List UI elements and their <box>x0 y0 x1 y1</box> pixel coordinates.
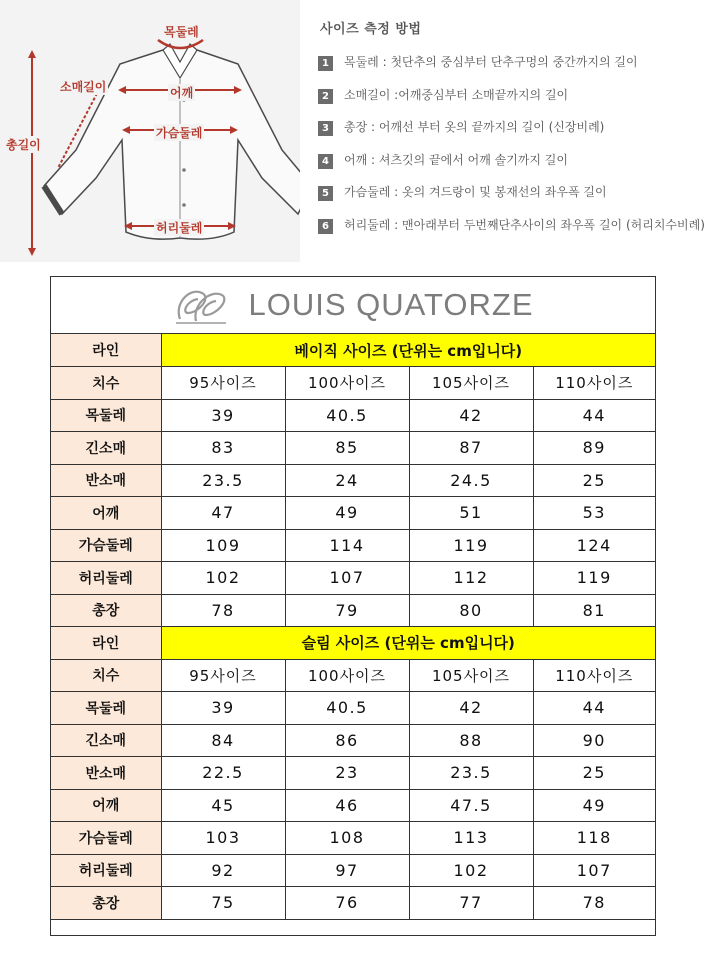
cell-value: 78 <box>533 887 655 920</box>
cell-value: 103 <box>161 822 285 855</box>
cell-value: 49 <box>533 789 655 822</box>
cell-value: 109 <box>161 529 285 562</box>
cell-value: 47 <box>161 497 285 530</box>
method-text: 목둘레 : 첫단추의 중심부터 단추구멍의 중간까지의 길이 <box>344 55 638 69</box>
brand-logo-icon <box>172 283 230 327</box>
method-text: 어깨 : 셔츠깃의 끝에서 어깨 솔기까지 길이 <box>344 152 568 167</box>
cell-value: 45 <box>161 789 285 822</box>
table-row <box>51 854 655 887</box>
cell-value: 124 <box>533 529 655 562</box>
table-row <box>51 562 655 595</box>
cell-value: 77 <box>409 887 533 920</box>
neck-label: 목둘레 <box>164 25 199 39</box>
size-column: 110사이즈 <box>533 367 655 400</box>
cell-value: 24.5 <box>409 464 533 497</box>
cell-value: 119 <box>409 529 533 562</box>
cell-value: 90 <box>533 724 655 757</box>
cell-value: 102 <box>161 562 285 595</box>
size-header-row <box>51 367 655 400</box>
table-row <box>51 692 655 725</box>
table-row <box>51 529 655 562</box>
line-label: 라인 <box>51 627 161 660</box>
method-item <box>318 218 718 251</box>
cell-value: 79 <box>285 594 409 627</box>
cell-value: 87 <box>409 432 533 465</box>
size-column: 105사이즈 <box>409 659 533 692</box>
row-label: 가슴둘레 <box>51 822 161 855</box>
method-text: 가슴둘레 : 옷의 겨드랑이 및 봉재선의 좌우폭 길이 <box>344 185 607 200</box>
brand-header <box>51 277 655 334</box>
row-label: 어깨 <box>51 497 161 530</box>
cell-value: 97 <box>285 854 409 887</box>
cell-value: 49 <box>285 497 409 530</box>
row-label: 반소매 <box>51 757 161 790</box>
cell-value: 39 <box>161 692 285 725</box>
size-column: 105사이즈 <box>409 367 533 400</box>
cell-value: 81 <box>533 594 655 627</box>
row-label: 반소매 <box>51 464 161 497</box>
line-row <box>51 627 655 660</box>
size-chart <box>50 276 656 936</box>
cell-value: 22.5 <box>161 757 285 790</box>
cell-value: 46 <box>285 789 409 822</box>
table-row <box>51 432 655 465</box>
cell-value: 47.5 <box>409 789 533 822</box>
method-number: 3 <box>318 121 333 136</box>
cell-value: 84 <box>161 724 285 757</box>
cell-value: 118 <box>533 822 655 855</box>
cell-value: 88 <box>409 724 533 757</box>
cell-value: 42 <box>409 692 533 725</box>
size-column: 95사이즈 <box>161 367 285 400</box>
cell-value: 23.5 <box>161 464 285 497</box>
cell-value: 39 <box>161 399 285 432</box>
row-label: 어깨 <box>51 789 161 822</box>
brand-name: LOUIS QUATORZE <box>248 287 534 322</box>
cell-value: 44 <box>533 692 655 725</box>
table-row <box>51 757 655 790</box>
measurement-method <box>318 18 718 251</box>
cell-value: 53 <box>533 497 655 530</box>
cell-value: 108 <box>285 822 409 855</box>
cell-value: 76 <box>285 887 409 920</box>
table-row <box>51 887 655 920</box>
cell-value: 107 <box>285 562 409 595</box>
method-item <box>318 88 718 121</box>
table-row <box>51 789 655 822</box>
shirt-diagram <box>0 0 300 262</box>
size-column: 100사이즈 <box>285 659 409 692</box>
total-length-label: 총길이 <box>6 138 41 152</box>
shirt-illustration <box>0 0 300 262</box>
cell-value: 92 <box>161 854 285 887</box>
row-label: 총장 <box>51 594 161 627</box>
cell-value: 114 <box>285 529 409 562</box>
size-column: 100사이즈 <box>285 367 409 400</box>
row-label: 허리둘레 <box>51 562 161 595</box>
table-row <box>51 464 655 497</box>
size-label: 치수 <box>51 659 161 692</box>
cell-value: 83 <box>161 432 285 465</box>
row-label: 가슴둘레 <box>51 529 161 562</box>
line-row <box>51 334 655 367</box>
cell-value: 25 <box>533 464 655 497</box>
cell-value: 23.5 <box>409 757 533 790</box>
section-title: 슬림 사이즈 (단위는 cm입니다) <box>161 627 655 660</box>
size-label: 치수 <box>51 367 161 400</box>
row-label: 총장 <box>51 887 161 920</box>
cell-value: 44 <box>533 399 655 432</box>
method-item <box>318 55 718 88</box>
cell-value: 85 <box>285 432 409 465</box>
method-item <box>318 185 718 218</box>
size-column: 110사이즈 <box>533 659 655 692</box>
table-row <box>51 399 655 432</box>
cell-value: 119 <box>533 562 655 595</box>
row-label: 긴소매 <box>51 724 161 757</box>
table-row <box>51 497 655 530</box>
size-header-row <box>51 659 655 692</box>
cell-value: 80 <box>409 594 533 627</box>
row-label: 허리둘레 <box>51 854 161 887</box>
cell-value: 51 <box>409 497 533 530</box>
table-row <box>51 724 655 757</box>
method-number: 6 <box>318 219 333 234</box>
cell-value: 86 <box>285 724 409 757</box>
size-column: 95사이즈 <box>161 659 285 692</box>
cell-value: 107 <box>533 854 655 887</box>
method-number: 5 <box>318 186 333 201</box>
method-text: 허리둘레 : 맨아래부터 두번째단추사이의 좌우폭 길이 (허리치수비례) <box>344 217 705 232</box>
cell-value: 75 <box>161 887 285 920</box>
line-label: 라인 <box>51 334 161 367</box>
sleeve-length-label: 소매길이 <box>60 80 107 94</box>
method-text: 소매길이 :어깨중심부터 소매끝까지의 길이 <box>344 87 569 102</box>
table-row <box>51 822 655 855</box>
method-item <box>318 153 718 186</box>
cell-value: 25 <box>533 757 655 790</box>
cell-value: 112 <box>409 562 533 595</box>
size-table <box>51 334 655 920</box>
cell-value: 89 <box>533 432 655 465</box>
table-row <box>51 594 655 627</box>
row-label: 긴소매 <box>51 432 161 465</box>
section-title: 베이직 사이즈 (단위는 cm입니다) <box>161 334 655 367</box>
row-label: 목둘레 <box>51 399 161 432</box>
cell-value: 23 <box>285 757 409 790</box>
cell-value: 102 <box>409 854 533 887</box>
cell-value: 78 <box>161 594 285 627</box>
cell-value: 40.5 <box>285 692 409 725</box>
cell-value: 24 <box>285 464 409 497</box>
method-number: 1 <box>318 56 333 71</box>
method-number: 2 <box>318 89 333 104</box>
chest-label: 가슴둘레 <box>156 126 203 140</box>
method-title: 사이즈 측정 방법 <box>320 22 422 37</box>
method-text: 총장 : 어깨선 부터 옷의 끝까지의 길이 (신장비례) <box>344 120 605 135</box>
shoulder-label: 어깨 <box>170 86 194 100</box>
row-label: 목둘레 <box>51 692 161 725</box>
cell-value: 40.5 <box>285 399 409 432</box>
method-number: 4 <box>318 154 333 169</box>
cell-value: 42 <box>409 399 533 432</box>
method-item <box>318 120 718 153</box>
cell-value: 113 <box>409 822 533 855</box>
waist-label: 허리둘레 <box>156 221 203 235</box>
